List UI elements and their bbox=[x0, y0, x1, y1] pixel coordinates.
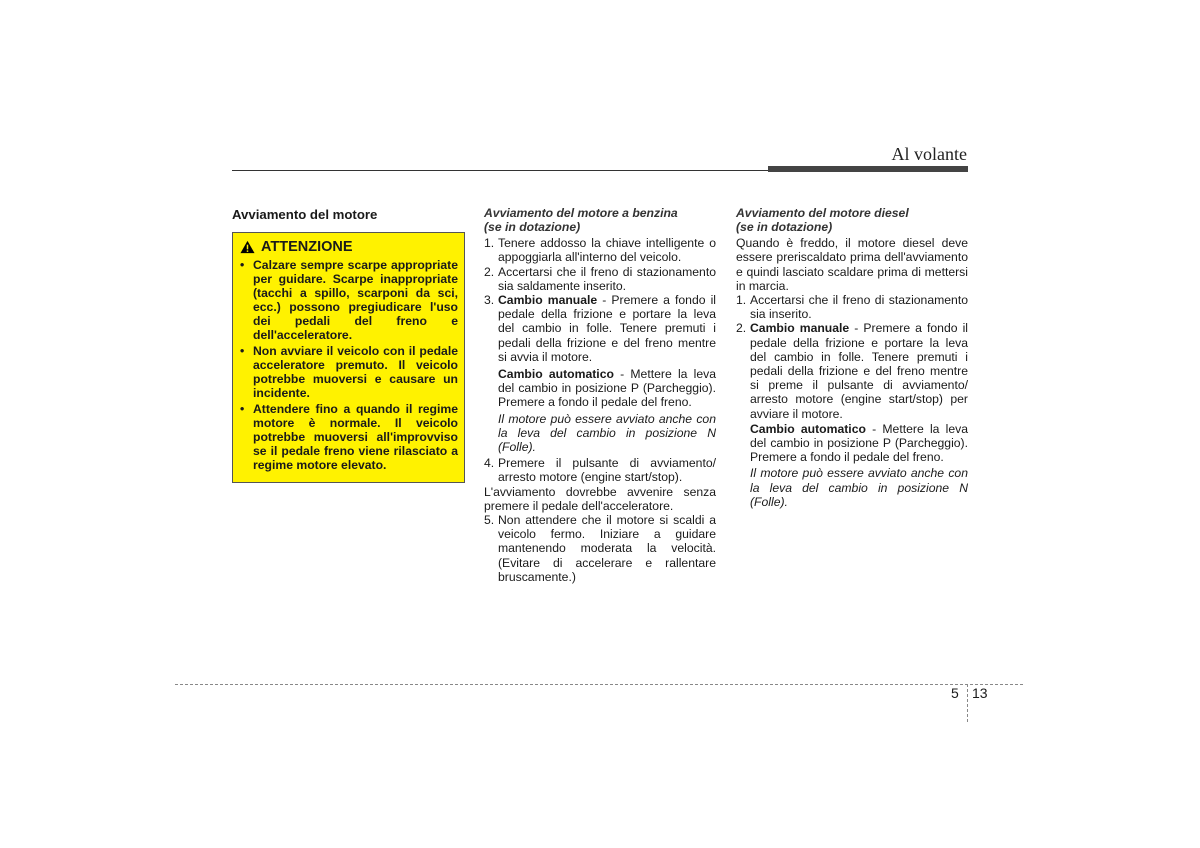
automatic-transmission-note bbox=[484, 367, 716, 410]
step-2 bbox=[484, 265, 716, 293]
warning-triangle-icon bbox=[240, 240, 255, 254]
petrol-start-title-line1: Avviamento del motore a benzina bbox=[484, 206, 678, 220]
step-4 bbox=[484, 456, 716, 484]
warning-item: • Non avviare il veicolo con il pedale acceleratore premuto. Il veicolo potrebbe muoversi e causare un incidente. bbox=[240, 344, 458, 400]
step-text: Tenere addosso la chiave intelligente o appoggiarla all'interno del veicolo. bbox=[498, 236, 716, 265]
page-number: 13 bbox=[972, 685, 988, 701]
intro-paragraph: Quando è freddo, il motore diesel deve essere preriscaldato prima dell'avviamento e quindi lasciato scaldare prima di mettersi in marcia. bbox=[736, 236, 968, 293]
auto-emphasis: Cambio automatico bbox=[498, 367, 614, 382]
footer-divider bbox=[967, 684, 968, 722]
paragraph: L'avviamento dovrebbe avvenire senza premere il pedale dell'acceleratore. bbox=[484, 484, 716, 513]
step-1 bbox=[484, 236, 716, 264]
step-text: Non attendere che il motore si scaldi a veicolo fermo. Iniziare a guidare mantenendo moderata la velocità. (Evitare di accelerare e rallentare bruscamente.) bbox=[498, 513, 716, 584]
step-text: Premere il pulsante di avviamento/ arresto motore (engine start/stop). bbox=[498, 456, 716, 485]
header-rule bbox=[232, 170, 768, 171]
step-number: 2. bbox=[484, 264, 495, 279]
warning-title: ATTENZIONE bbox=[261, 239, 353, 256]
step-number: 5. bbox=[484, 513, 495, 528]
petrol-start-title-line2: (se in dotazione) bbox=[484, 219, 581, 234]
section-title: Avviamento del motore bbox=[232, 207, 378, 222]
auto-note: Il motore può essere avviato anche con la leva del cambio in posizione N (Folle). bbox=[750, 466, 968, 509]
left-column bbox=[232, 207, 465, 483]
warning-box bbox=[232, 232, 465, 483]
step-1 bbox=[736, 293, 968, 321]
step-2 bbox=[736, 321, 968, 420]
warning-header bbox=[240, 240, 458, 254]
step-body: - Premere a fondo il pedale della frizione e portare la leva del cambio in folle. Tenere premuti i pedali della frizione e del freno mentre si avvia il motore. bbox=[498, 293, 716, 364]
step-number: 3. bbox=[484, 293, 495, 307]
middle-column bbox=[484, 207, 716, 584]
step-number: 2. bbox=[736, 321, 747, 336]
auto-note: Il motore può essere avviato anche con la leva del cambio in posizione N (Folle). bbox=[498, 411, 716, 455]
step-text: Accertarsi che il freno di stazionamento sia inserito. bbox=[750, 293, 968, 322]
step-text bbox=[750, 321, 968, 420]
page-header-title: Al volante bbox=[891, 144, 967, 164]
footer-rule bbox=[175, 684, 1023, 685]
step-emphasis: Cambio manuale bbox=[750, 321, 850, 336]
step-number: 1. bbox=[736, 293, 747, 307]
diesel-start-title-line1: Avviamento del motore diesel bbox=[736, 206, 909, 220]
warning-item: • Calzare sempre scarpe appropriate per guidare. Scarpe inappropriate (tacchi a spillo, scarponi da sci, ecc.) possono pregiudicare l'uso dei pedali del freno e dell'acceleratore. bbox=[240, 258, 458, 342]
step-number: 4. bbox=[484, 456, 495, 471]
step-emphasis: Cambio manuale bbox=[498, 293, 598, 307]
warning-list bbox=[240, 258, 458, 472]
step-text: Accertarsi che il freno di stazionamento sia saldamente inserito. bbox=[498, 264, 716, 293]
auto-body: - Mettere la leva del cambio in posizione P (Parcheggio). Premere a fondo il pedale del freno. bbox=[498, 367, 716, 410]
header-rule-accent bbox=[768, 166, 968, 172]
diesel-start-title-line2: (se in dotazione) bbox=[736, 219, 833, 234]
petrol-start-title bbox=[484, 207, 716, 234]
diesel-start-title bbox=[736, 207, 968, 234]
right-column bbox=[736, 207, 968, 509]
step-3 bbox=[484, 293, 716, 364]
chapter-number: 5 bbox=[951, 685, 959, 701]
auto-emphasis: Cambio automatico bbox=[750, 421, 866, 436]
step-body: - Premere a fondo il pedale della frizione e portare la leva del cambio in folle. Tenere premuti i pedali della frizione e del freno mentre si preme il pulsante di avviamento/ arresto motore (engine start/stop) per avviare il motore. bbox=[750, 321, 968, 421]
auto-body: - Mettere la leva del cambio in posizione P (Parcheggio). Premere a fondo il pedale del freno. bbox=[750, 421, 968, 465]
step-number: 1. bbox=[484, 236, 495, 251]
step-text bbox=[498, 293, 716, 364]
step-5 bbox=[484, 513, 716, 584]
automatic-transmission-note bbox=[736, 422, 968, 465]
warning-item: • Attendere fino a quando il regime motore è normale. Il veicolo potrebbe muoversi all'improvviso se il pedale freno viene rilasciato a regime motore elevato. bbox=[240, 402, 458, 472]
